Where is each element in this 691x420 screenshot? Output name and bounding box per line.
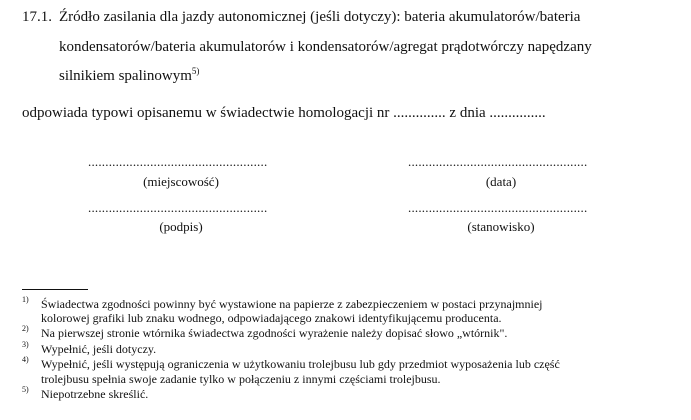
date-label: (data) xyxy=(485,174,517,189)
footnote-1-line-1: Świadectwa zgodności powinny być wystawione na papierze z zabezpieczeniem w postaci przynajmniej xyxy=(41,297,543,311)
homologation-statement: odpowiada typowi opisanemu w świadectwie homologacji nr .............. z dnia ............... xyxy=(22,105,546,121)
item-text-line-3 xyxy=(59,66,200,84)
footnote-2-line-1: Na pierwszej stronie wtórnika świadectwa zgodności wyrażenie należy dopisać słowo „wtórnik". xyxy=(41,326,508,340)
place-dotted-line: .................................................... xyxy=(88,156,268,168)
footnote-1-mark: 1) xyxy=(22,295,29,304)
footnote-5-mark: 5) xyxy=(22,385,29,394)
footnote-4-line-2: trolejbusu spełnia swoje zadanie tylko w połączeniu z innymi częściami trolejbusu. xyxy=(41,372,441,386)
date-dotted-line: .................................................... xyxy=(408,156,588,168)
item-text-line-3-text: silnikiem spalinowym xyxy=(59,68,192,84)
signature-dotted-line: .................................................... xyxy=(88,202,268,214)
item-number: 17.1. xyxy=(22,9,52,25)
signature-label: (podpis) xyxy=(159,219,203,234)
footnote-3-mark: 3) xyxy=(22,340,29,349)
footnote-1-line-2: kolorowej grafiki lub znaku wodnego, odpowiadającego znakowi identyfikującemu producenta. xyxy=(41,311,502,325)
position-label: (stanowisko) xyxy=(467,219,535,234)
footnote-4-line-1: Wypełnić, jeśli występują ograniczenia w użytkowaniu trolejbusu lub gdy przedmiot wyposażenia lub część xyxy=(41,357,560,371)
item-text-line-2: kondensatorów/bateria akumulatorów i kondensatorów/agregat prądotwórczy napędzany xyxy=(59,39,592,55)
footnote-4-mark: 4) xyxy=(22,355,29,364)
footnote-separator xyxy=(22,289,88,290)
footnote-2-mark: 2) xyxy=(22,324,29,333)
item-text-line-1: Źródło zasilania dla jazdy autonomicznej (jeśli dotyczy): bateria akumulatorów/bateria xyxy=(59,9,581,25)
position-dotted-line: .................................................... xyxy=(408,202,588,214)
footnote-3-line-1: Wypełnić, jeśli dotyczy. xyxy=(41,342,157,356)
place-label: (miejscowość) xyxy=(143,174,219,189)
footnote-5-line-1: Niepotrzebne skreślić. xyxy=(41,387,149,401)
footnote-ref-5: 5) xyxy=(191,66,200,76)
